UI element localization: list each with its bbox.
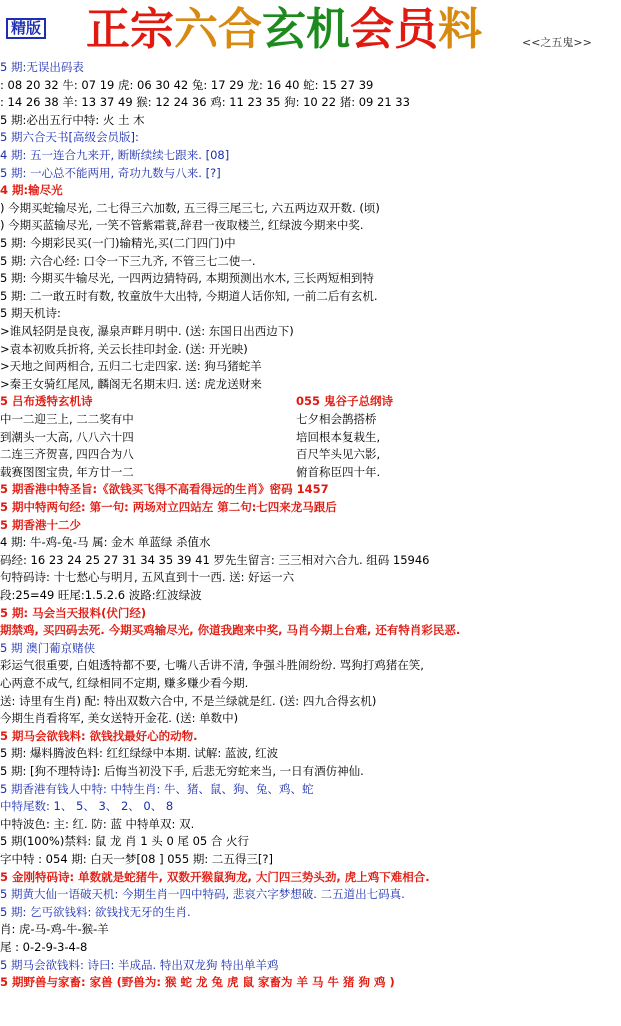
content-line: 5 期: 马会当天报料(伏门经) bbox=[0, 605, 147, 620]
right-column-line: 055 鬼谷子总纲诗 bbox=[296, 394, 394, 409]
content-line: 5 期: 乞丐欲钱料: 欲钱找无牙的生肖. bbox=[0, 904, 191, 919]
content-line: 彩运气很重要, 白姐透特都不要, 七嘴八舌讲不清, 争强斗胜闹纷纷. 骂狗打鸡猪在笑, bbox=[0, 658, 424, 673]
content-line: 5 期黄大仙一语破天机: 今期生肖一四中特码, 悲哀六字梦想破. 二五道出七码真. bbox=[0, 887, 405, 902]
content-line: >谁风轻阴是良夜, 瀑泉声畔月明中. (送: 东国日出西边下) bbox=[0, 324, 294, 338]
content-line: 5 期野兽与家畜: 家兽 (野兽为: 猴 蛇 龙 兔 虎 鼠 家畜为 羊 马 牛 猪 狗 鸡 ) bbox=[0, 975, 395, 990]
content-line: >天地之间两相合, 五归二七走四家. 送: 狗马猪蛇羊 bbox=[0, 359, 262, 374]
content-line: ) 今期买蓝输尽光, 一笑不管紫霜蓑,辞君一夜取楼兰, 红绿波今期来中奖. bbox=[0, 218, 364, 233]
content-line: 5 期马会欲钱料: 欲钱找最好心的动物. bbox=[0, 728, 198, 743]
title-char: 宗 bbox=[130, 4, 174, 55]
content-line: 中特波色: 主: 红. 防: 蓝 中特单双: 双. bbox=[0, 816, 195, 831]
right-column-line: 俯首称臣四十年. bbox=[296, 464, 381, 479]
content-line: 今期生肖看将军, 美女送特开金花. (送: 单数中) bbox=[0, 711, 239, 726]
title-char: 合 bbox=[218, 4, 262, 55]
content-line: 5 期中特两句经: 第一句: 两场对立四站左 第二句:七四来龙马跟后 bbox=[0, 500, 337, 514]
content-line: 5 期:必出五行中特: 火 土 木 bbox=[0, 112, 145, 127]
content-line: >袁本初败兵折将, 关云长挂印封金. (送: 开光映) bbox=[0, 341, 248, 356]
page-title bbox=[86, 4, 482, 56]
content-line: 送: 诗里有生肖) 配: 特出双数六合中, 不是兰绿就是红. (送: 四九合得玄机) bbox=[0, 693, 377, 708]
content-line: 5 期: 二一敢五时有数, 牧童放牛大出特, 今期道人话你知, 一前二后有玄机. bbox=[0, 288, 378, 303]
content-line: : 14 26 38 羊: 13 37 49 猴: 12 24 36 鸡: 11 23 35 狗: 10 22 猪: 09 21 33 bbox=[0, 95, 410, 110]
content-line: 5 期(100%)禁料: 鼠 龙 肖 1 头 0 尾 05 合 火行 bbox=[0, 834, 250, 849]
content-line: 5 期: 六合心经: 口令一下三九齐, 不管三七二使一. bbox=[0, 253, 256, 268]
content-line: 5 期香港有钱人中特: 中特生肖: 牛、猪、鼠、狗、兔、鸡、蛇 bbox=[0, 781, 314, 796]
content-line: 句特码诗: 十七愁心与明月, 五风直到十一西. 送: 好运一六 bbox=[0, 570, 295, 585]
content-line: 5 金刚特码诗: 单数就是蛇猪牛, 双数开猴鼠狗龙, 大门四三势头劲, 虎上鸡下难相合. bbox=[0, 869, 430, 884]
content-line: 二连三齐贺喜, 四四合为八 bbox=[0, 447, 134, 462]
content-line: 5 期香港中特圣旨:《欲钱买飞得不高看得远的生肖》密码 1457 bbox=[0, 482, 329, 497]
right-column-line: 百尺竿头见六影, bbox=[296, 447, 381, 462]
content-line: 4 期: 五一连合九来开, 断断续续七跟来. [08] bbox=[0, 148, 230, 162]
content-line: ) 今期买蛇输尽光, 二七得三六加数, 五三得三尾三七, 六五两边双开数. (顷) bbox=[0, 200, 380, 215]
content-line: 尾 : 0-2-9-3-4-8 bbox=[0, 940, 88, 954]
content-line: 5 期 澳门葡京赌侠 bbox=[0, 640, 96, 655]
content-line: 码经: 16 23 24 25 27 31 34 35 39 41 罗先生留言: 三三相对六合九. 组码 15946 bbox=[0, 552, 430, 567]
title-char: 玄 bbox=[262, 4, 306, 55]
content-line: 到潮头一大高, 八八六十四 bbox=[0, 429, 134, 444]
content-line: 5 期:无误出码表 bbox=[0, 60, 84, 74]
right-column-line: 培回根本复栽生, bbox=[296, 429, 381, 444]
content-line: 5 吕布透特玄机诗 bbox=[0, 394, 93, 409]
content-line: 中一二迎三上, 二二奖有中 bbox=[0, 412, 134, 426]
content-line: 5 期马会欲钱料: 诗曰: 半成品. 特出双龙狗 特出单羊鸡 bbox=[0, 957, 279, 972]
right-column-line: 七夕相会鹊搭桥 bbox=[296, 412, 377, 426]
content-line: 5 期六合天书[高级会员版]: bbox=[0, 130, 139, 145]
content-line: 5 期: 今期买牛输尽光, 一四两边猜特码, 本期预测出水木, 三长两短相到特 bbox=[0, 271, 374, 286]
content-line: >秦王女骑红尾凤, 麟阁无名期末归. 送: 虎龙送财来 bbox=[0, 376, 262, 391]
content-line: 肖: 虎-马-鸡-牛-猴-羊 bbox=[0, 922, 109, 937]
page-subtitle: <<之五鬼>> bbox=[522, 36, 592, 49]
content-line: 5 期: 一心总不能两用, 奇功九数与八来. [?] bbox=[0, 165, 221, 180]
content-line: 中特尾数: 1、 5、 3、 2、 0、 8 bbox=[0, 799, 174, 814]
content-line: 心两意不成气, 红绿相同不定期, 赚多赚少看今期. bbox=[0, 676, 249, 690]
content-line: 5 期香港十二少 bbox=[0, 517, 82, 532]
content-line: 载赛图图宝贵, 年方廿一二 bbox=[0, 464, 134, 479]
content-line: 5 期: [狗不理特诗]: 后悔当初没下手, 后悲无穷蛇来当, 一日有酒仿神仙. bbox=[0, 764, 364, 778]
title-char: 六 bbox=[174, 4, 218, 55]
content-line: 段:25=49 旺尾:1.5.2.6 波路:红波绿波 bbox=[0, 588, 202, 602]
page-header bbox=[0, 0, 621, 58]
content-line: 5 期: 今期彩民买(一门)输精光,买(二门四门)中 bbox=[0, 236, 236, 250]
title-char: 料 bbox=[438, 4, 482, 55]
content-line: 4 期: 牛-鸡-兔-马 属: 金木 单蓝绿 杀值水 bbox=[0, 535, 211, 550]
content-line: : 08 20 32 牛: 07 19 虎: 06 30 42 兔: 17 29 龙: 16 40 蛇: 15 27 39 bbox=[0, 77, 374, 92]
title-char: 员 bbox=[394, 4, 438, 55]
title-char: 正 bbox=[86, 4, 130, 55]
content-line: 5 期天机诗: bbox=[0, 306, 61, 321]
content-line: 期禁鸡, 买四码去死. 今期买鸡输尽光, 你道我跑来中奖, 马肖今期上台难, 还有特肖彩民恶. bbox=[0, 623, 461, 638]
edition-badge: 精版 bbox=[6, 18, 46, 39]
title-char: 会 bbox=[350, 4, 394, 55]
content-line: 4 期:输尽光 bbox=[0, 183, 63, 198]
content-line: 字中特 : 054 期: 白天一梦[08 ] 055 期: 二五得三[?] bbox=[0, 852, 273, 866]
title-char: 机 bbox=[306, 4, 350, 55]
content-line: 5 期: 爆料腾波色料: 红红绿绿中本期. 试解: 蓝波, 红波 bbox=[0, 746, 279, 761]
